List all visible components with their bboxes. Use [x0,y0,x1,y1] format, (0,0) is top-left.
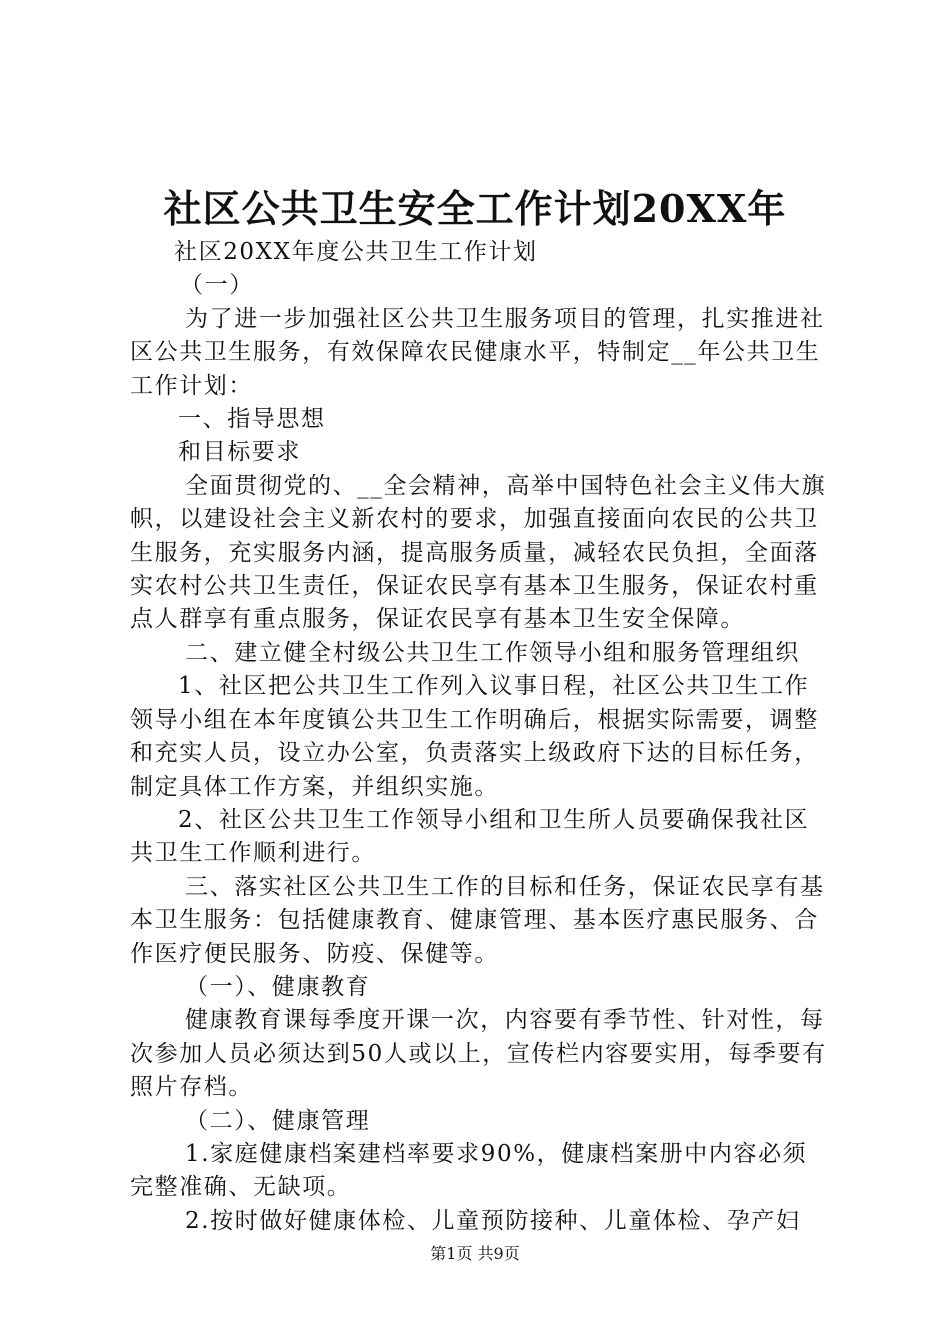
heading-goals-tasks: 三、落实社区公共卫生工作的目标和任务，保证农民享有基本卫生服务：包括健康教育、健康管理、基本医疗惠民服务、合作医疗便民服务、防疫、保健等。 [130,873,825,967]
document-body [130,236,830,1238]
paragraph-section-number: （一） [180,272,254,299]
heading-guiding-thought: 一、指导思想 [178,406,326,433]
heading-leadership-group: 二、建立健全村级公共卫生工作领导小组和服务管理组织 [185,639,800,666]
paragraph-item-2: 2、社区公共卫生工作领导小组和卫生所人员要确保我社区共卫生工作顺利进行。 [130,806,810,867]
heading-goal-requirements: 和目标要求 [178,439,301,466]
paragraph-health-education: 健康教育课每季度开课一次，内容要有季节性、针对性，每次参加人员必须达到50人或以上，宣传栏内容要实用，每季要有照片存档。 [130,1007,827,1101]
heading-health-education: （一）、健康教育 [185,973,371,1000]
paragraph-health-management-1: 1.家庭健康档案建档率要求90%，健康档案册中内容必须完整准确、无缺项。 [130,1140,808,1201]
document-title: 社区公共卫生安全工作计划20XX年 [163,186,787,231]
paragraph-health-management-2: 2.按时做好健康体检、儿童预防接种、儿童体检、孕产妇 [185,1207,801,1234]
page-footer: 第1页 共9页 [430,1244,520,1263]
paragraph-guiding-content: 全面贯彻党的、__全会精神，高举中国特色社会主义伟大旗帜，以建设社会主义新农村的要求，加强直接面向农民的公共卫生服务，充实服务内涵，提高服务质量，减轻农民负担，全面落实农村公共卫生责任，保证农民享有基本卫生服务，保证农村重点人群享有重点服务，保证农民享有基本卫生安全保障。 [130,472,827,633]
heading-health-management: （二）、健康管理 [185,1107,371,1134]
paragraph-intro: 为了进一步加强社区公共卫生服务项目的管理，扎实推进社区公共卫生服务，有效保障农民健康水平，特制定__年公共卫生工作计划： [130,305,825,399]
paragraph-subtitle: 社区20XX年度公共卫生工作计划 [174,239,538,265]
paragraph-item-1: 1、社区把公共卫生工作列入议事日程，社区公共卫生工作领导小组在本年度镇公共卫生工作明确后，根据实际需要，调整和充实人员，设立办公室，负责落实上级政府下达的目标任务，制定具体工作方案，并组织实施。 [130,673,819,800]
